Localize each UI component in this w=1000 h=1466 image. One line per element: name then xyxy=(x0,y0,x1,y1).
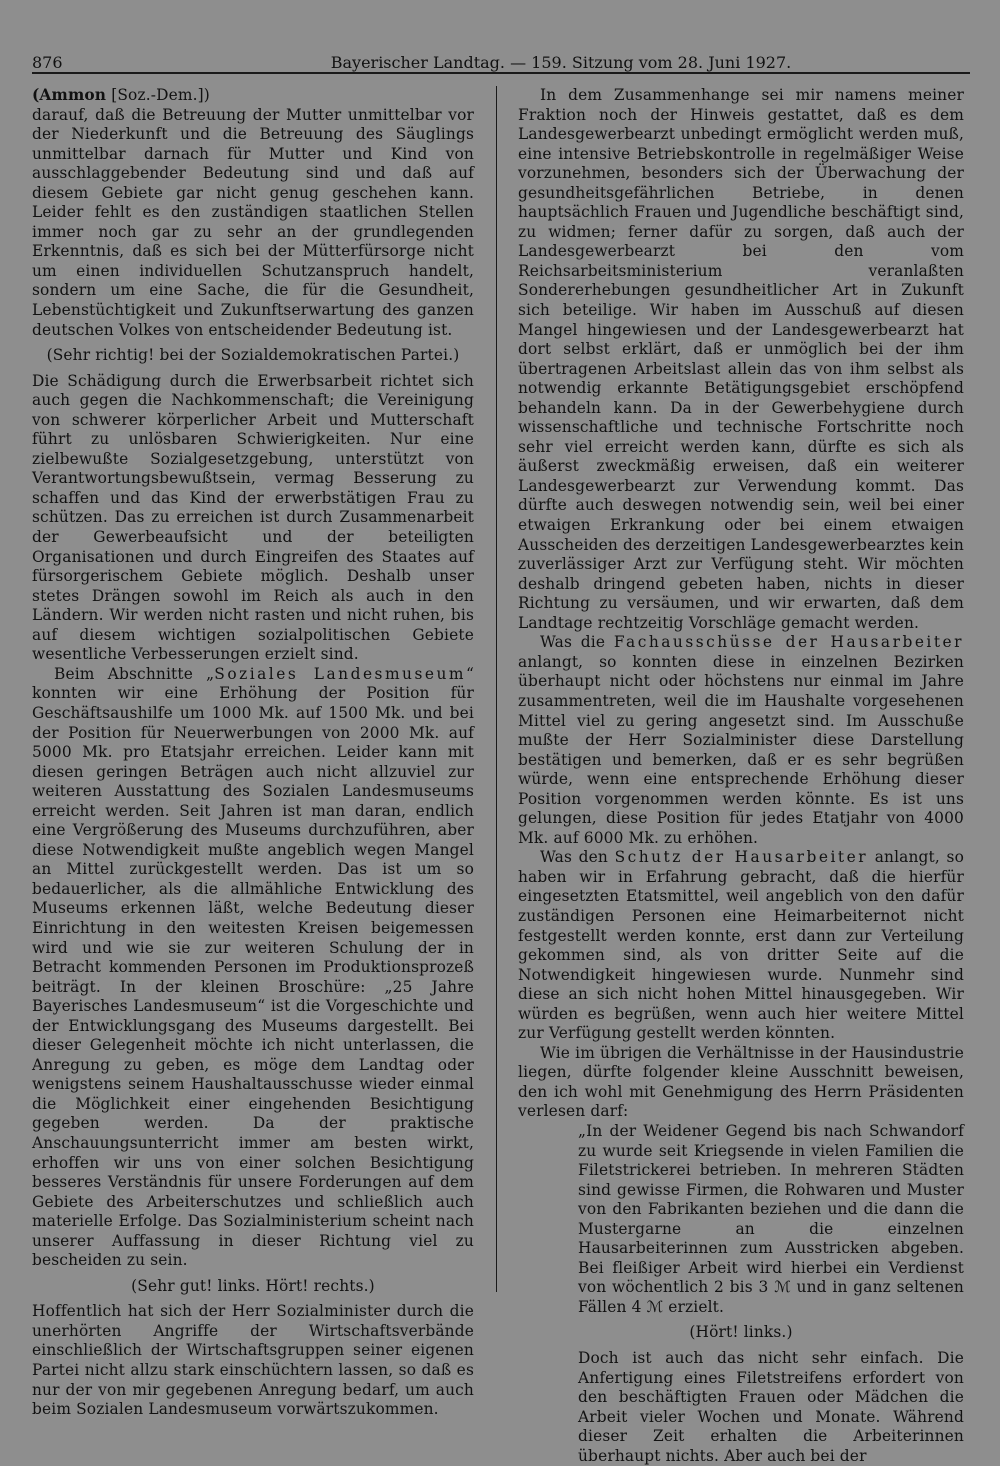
right-column xyxy=(518,86,964,1466)
interjection: (Hört! links.) xyxy=(689,1323,793,1342)
interjection: (Sehr richtig! bei der Sozialdemokratischen Partei.) xyxy=(46,346,460,365)
text-run: anlangt, so haben wir in Erfahrung gebracht, daß die hierfür eingesetzten Etatsmittel, weil angeblich von den dafür zuständigen Personen eine Heimarbeiternot nicht festgestellt werden konnte, erst dann zur Verteilung gekommen sind, als von dritter Seite auf die Notwendigkeit hingewiesen wurde. Nunmehr sind diese an sich nicht hohen Mittel hinausgegeben. Wir würden es begrüßen, wenn auch hier weitere Mittel zur Verfügung gestellt werden könnten. xyxy=(518,848,965,1043)
paragraph: In dem Zusammenhange sei mir namens meiner Fraktion noch der Hinweis gestattet, daß es dem Landesgewerbearzt unbedingt ermöglicht werden muß, eine intensive Betriebskontrolle in regelmäßiger Weise vorzunehmen, besonders sich der Überwachung der gesundheitsgefährlichen Betriebe, in denen hauptsächlich Frauen und Jugendliche beschäftigt sind, zu widmen; ferner dafür zu sorgen, daß auch der Landesgewerbearzt bei den vom Reichsarbeitsministerium veranlaßten Sondererhebungen gesundheitlicher Art in Zukunft sich beteilige. Wir haben im Ausschuß auf diesen Mangel hingewiesen und der Landesgewerbearzt hat dort selbst erklärt, daß er unmöglich bei der ihm übertragenen Arbeitslast allein das von ihm selbst als notwendig erkannte Betätigungsgebiet erschöpfend behandeln kann. Da in der Gewerbehygiene durch wissenschaftliche und technische Fortschritte noch sehr viel erreicht werden kann, dürfte es sich als äußerst zweckmäßig erweisen, daß ein weiterer Landesgewerbearzt zur Verwendung kommt. Das dürfte auch deswegen notwendig sein, weil bei einer etwaigen Erkrankung oder bei einem etwaigen Ausscheiden des derzeitigen Landesgewerbearztes kein zuverlässiger Arzt zur Verfügung steht. Wir möchten deshalb dringend gebeten haben, nichts in dieser Richtung zu versäumen, und wir erwarten, daß dem Landtage rechtzeitig Vorschläge gemacht werden. xyxy=(518,86,964,632)
interjection: (Sehr gut! links. Hört! rechts.) xyxy=(131,1276,375,1295)
paragraph: Die Schädigung durch die Erwerbsarbeit richtet sich auch gegen die Nachkommenschaft; die Vereinigung von schwerer körperlicher Arbeit und Mutterschaft führt zu unlösbaren Schwierigkeiten. Nur eine zielbewußte Sozialgesetzgebung, unterstützt von Verantwortungsbewußtsein, vermag Besserung zu schaffen und das Kind der erwerbstätigen Frau zu schützen. Das zu erreichen ist durch Zusammenarbeit der Gewerbeaufsicht und der beteiligten Organisationen und durch Eingreifen des Staates auf fürsorgerischem Gebiete möglich. Deshalb unser stetes Drängen sowohl im Reich als auch in den Ländern. Wir werden nicht rasten und nicht ruhen, bis auf diesem wichtigen sozialpolitischen Gebiete wesentliche Verbesserungen erzielt sind. xyxy=(32,371,474,664)
text-run: anlangt, so konnten diese in einzelnen Bezirken überhaupt nicht oder höchstens nur einmal im Jahre zusammentreten, weil die im Haushalte vorgesehenen Mittel viel zu gering angesetzt sind. Im Ausschuße mußte der Herr Sozialminister diese Darstellung bestätigen und bemerken, daß er es sehr begrüßen würde, wenn eine entsprechende Erhöhung dieser Position vorgenommen werden könnte. Es ist uns gelungen, diese Position für jedes Etatjahr von 4000 Mk. auf 6000 Mk. zu erhöhen. xyxy=(518,652,964,847)
quoted-passage: Doch ist auch das nicht sehr einfach. Die Anfertigung eines Filetstreifens erfordert von den beschäftigten Frauen oder Mädchen die Arbeit vieler Wochen und Monate. Während dieser Zeit erhalten die Arbeiterinnen überhaupt nichts. Aber auch bei der xyxy=(578,1349,964,1465)
left-column xyxy=(32,86,474,1420)
speaker-name: (Ammon xyxy=(32,86,107,104)
running-header xyxy=(32,46,970,74)
paragraph: darauf, daß die Betreuung der Mutter unmittelbar vor der Niederkunft und die Betreuung des Säuglings unmittelbar darnach für Mutter und Kind von ausschlaggebender Bedeutung sind und daß auf diesem Gebiete gar nicht genug geschehen kann. Leider fehlt es den zuständigen staatlichen Stellen immer noch gar zu sehr an der grundlegenden Erkenntnis, daß es sich bei der Mütterfürsorge nicht um einen individuellen Schutzanspruch handelt, sondern um eine Sache, die für die Gesundheit, Lebenstüchtigkeit und Zukunftserwartung des ganzen deutschen Volkes von entscheidender Bedeutung ist. xyxy=(32,105,474,339)
text-run: Was den xyxy=(540,848,615,867)
paragraph: Wie im übrigen die Verhältnisse in der Hausindustrie liegen, dürfte folgender kleine Ausschnitt beweisen, den ich wohl mit Genehmigung des Herrn Präsidenten verlesen darf: xyxy=(518,1043,964,1121)
paragraph xyxy=(518,633,964,848)
quoted-passage: „In der Weidener Gegend bis nach Schwandorf zu wurde seit Kriegsende in vielen Familien die Filetstrickerei betrieben. In mehreren Städten sind gewisse Firmen, die Rohwaren und Muster von den Fabrikanten beziehen und die dann die Mustergarne an die einzelnen Hausarbeiterinnen zum Ausstricken abgeben. Bei fleißiger Arbeit wird hierbei ein Verdienst von wöchentlich 2 bis 3 ℳ und in ganz seltenen Fällen 4 ℳ erzielt. xyxy=(578,1121,964,1316)
text-run: “ konnten wir eine Erhöhung der Position für Geschäftsaushilfe um 1000 Mk. auf 1500 Mk. und bei der Position für Neuerwerbungen von 2000 Mk. auf 5000 Mk. pro Etatsjahr erreichen. Leider kann mit diesen geringen Beträgen auch nicht allzuviel zur weiteren Ausstattung des Sozialen Landesmuseums erreicht werden. Seit Jahren ist man daran, endlich eine Vergrößerung des Museums durchzuführen, aber diese Notwendigkeit mußte angeblich wegen Mangel an Mittel zurückgestellt werden. Das ist um so bedauerlicher, als die allmähliche Entwicklung des Museums erkennen läßt, welche Bedeutung dieser Einrichtung in den weitesten Kreisen beigemessen wird und wie sie zur weiteren Schulung der in Betracht kommenden Personen im Produktionsprozeß beiträgt. In der kleinen Broschüre: „25 Jahre Bayerisches Landesmuseum“ ist die Vorgeschichte und der Entwicklungsgang des Museums dargestellt. Bei dieser Gelegenheit möchte ich nicht unterlassen, die Anregung zu geben, es möge dem Landtag oder wenigstens seinem Haushaltausschusse wieder einmal die Möglichkeit einer eingehenden Besichtigung gegeben werden. Da der praktische Anschauungsunterricht immer am besten wirkt, erhoffen wir uns von einer solchen Besichtigung besseres Verständnis für unsere Forderungen auf dem Gebiete des Arbeiterschutzes und schließlich auch materielle Erfolge. Das Sozialministerium scheint nach unserer Auffassung in dieser Richtung viel zu bescheiden zu sein. xyxy=(32,664,474,1270)
emphasized-heading: Schutz der Hausarbeiter xyxy=(614,848,869,867)
header-title: Bayerischer Landtag. — 159. Sitzung vom 28. Juni 1927. xyxy=(330,53,792,72)
paragraph: Hoffentlich hat sich der Herr Sozialminister durch die unerhörten Angriffe der Wirtschaftsverbände einschließlich der Wirtschaftsgruppen seiner eigenen Partei nicht allzu stark einschüchtern lassen, so daß es nur der von mir gegebenen Anregung bedarf, um auch beim Sozialen Landesmuseum vorwärtszukommen. xyxy=(32,1302,474,1419)
text-run: Beim Abschnitte „ xyxy=(54,664,215,683)
paragraph xyxy=(518,848,964,1043)
paragraph xyxy=(32,665,474,1271)
column-divider xyxy=(496,86,497,1292)
speaker-line xyxy=(32,86,474,106)
emphasized-heading: Fachausschüsse der Hausarbeiter xyxy=(613,633,965,652)
speaker-party: [Soz.-Dem.]) xyxy=(111,86,210,104)
page-number: 876 xyxy=(32,53,63,72)
emphasized-heading: Soziales Landesmuseum xyxy=(214,664,466,683)
text-run: Was die xyxy=(540,633,614,652)
